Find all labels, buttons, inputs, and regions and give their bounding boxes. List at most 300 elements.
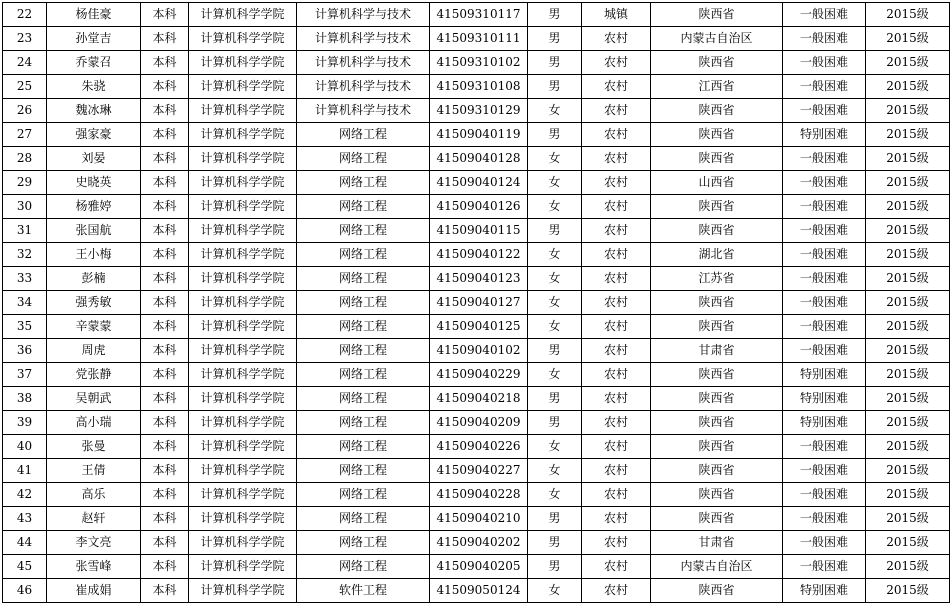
- row-number-cell: 37: [3, 363, 47, 387]
- row-number-cell: 27: [3, 123, 47, 147]
- degree-level-cell: 本科: [141, 267, 189, 291]
- grade-cell: 2015级: [866, 99, 950, 123]
- student-name-cell: 彭楠: [47, 267, 141, 291]
- grade-cell: 2015级: [866, 483, 950, 507]
- origin-type-cell: 农村: [582, 363, 651, 387]
- difficulty-level-cell: 特别困难: [783, 579, 866, 603]
- student-name-cell: 强秀敏: [47, 291, 141, 315]
- major-cell: 计算机科学与技术: [297, 51, 430, 75]
- row-number-cell: 31: [3, 219, 47, 243]
- student-id-cell: 41509040229: [430, 363, 528, 387]
- gender-cell: 女: [528, 291, 582, 315]
- grade-cell: 2015级: [866, 51, 950, 75]
- table-row: [3, 243, 950, 267]
- row-number-cell: 22: [3, 3, 47, 27]
- gender-cell: 女: [528, 99, 582, 123]
- gender-cell: 男: [528, 75, 582, 99]
- gender-cell: 女: [528, 267, 582, 291]
- student-id-cell: 41509040102: [430, 339, 528, 363]
- province-cell: 陕西省: [651, 123, 783, 147]
- major-cell: 网络工程: [297, 411, 430, 435]
- grade-cell: 2015级: [866, 147, 950, 171]
- gender-cell: 男: [528, 339, 582, 363]
- province-cell: 陕西省: [651, 579, 783, 603]
- major-cell: 网络工程: [297, 363, 430, 387]
- student-id-cell: 41509040122: [430, 243, 528, 267]
- grade-cell: 2015级: [866, 459, 950, 483]
- difficulty-level-cell: 一般困难: [783, 291, 866, 315]
- college-cell: 计算机科学学院: [189, 483, 297, 507]
- origin-type-cell: 农村: [582, 147, 651, 171]
- table-row: [3, 123, 950, 147]
- difficulty-level-cell: 一般困难: [783, 531, 866, 555]
- degree-level-cell: 本科: [141, 243, 189, 267]
- college-cell: 计算机科学学院: [189, 339, 297, 363]
- gender-cell: 男: [528, 3, 582, 27]
- origin-type-cell: 农村: [582, 99, 651, 123]
- student-name-cell: 高小瑞: [47, 411, 141, 435]
- difficulty-level-cell: 一般困难: [783, 219, 866, 243]
- major-cell: 网络工程: [297, 243, 430, 267]
- college-cell: 计算机科学学院: [189, 219, 297, 243]
- major-cell: 计算机科学与技术: [297, 3, 430, 27]
- province-cell: 甘肃省: [651, 531, 783, 555]
- row-number-cell: 42: [3, 483, 47, 507]
- gender-cell: 女: [528, 195, 582, 219]
- student-name-cell: 周虎: [47, 339, 141, 363]
- difficulty-level-cell: 一般困难: [783, 51, 866, 75]
- student-name-cell: 张曼: [47, 435, 141, 459]
- difficulty-level-cell: 特别困难: [783, 387, 866, 411]
- student-name-cell: 张国航: [47, 219, 141, 243]
- college-cell: 计算机科学学院: [189, 411, 297, 435]
- row-number-cell: 24: [3, 51, 47, 75]
- province-cell: 江西省: [651, 75, 783, 99]
- student-id-cell: 41509040126: [430, 195, 528, 219]
- college-cell: 计算机科学学院: [189, 531, 297, 555]
- origin-type-cell: 农村: [582, 75, 651, 99]
- gender-cell: 男: [528, 123, 582, 147]
- grade-cell: 2015级: [866, 75, 950, 99]
- gender-cell: 女: [528, 147, 582, 171]
- province-cell: 陕西省: [651, 363, 783, 387]
- province-cell: 陕西省: [651, 435, 783, 459]
- origin-type-cell: 农村: [582, 291, 651, 315]
- student-id-cell: 41509310129: [430, 99, 528, 123]
- table-row: [3, 315, 950, 339]
- major-cell: 网络工程: [297, 267, 430, 291]
- table-row: [3, 75, 950, 99]
- origin-type-cell: 农村: [582, 579, 651, 603]
- table-row: [3, 267, 950, 291]
- major-cell: 网络工程: [297, 147, 430, 171]
- grade-cell: 2015级: [866, 363, 950, 387]
- college-cell: 计算机科学学院: [189, 579, 297, 603]
- gender-cell: 女: [528, 171, 582, 195]
- difficulty-level-cell: 特别困难: [783, 123, 866, 147]
- college-cell: 计算机科学学院: [189, 99, 297, 123]
- degree-level-cell: 本科: [141, 123, 189, 147]
- student-name-cell: 高乐: [47, 483, 141, 507]
- college-cell: 计算机科学学院: [189, 387, 297, 411]
- row-number-cell: 44: [3, 531, 47, 555]
- student-name-cell: 李文亮: [47, 531, 141, 555]
- origin-type-cell: 农村: [582, 531, 651, 555]
- table-row: [3, 219, 950, 243]
- province-cell: 内蒙古自治区: [651, 555, 783, 579]
- student-id-cell: 41509040218: [430, 387, 528, 411]
- gender-cell: 女: [528, 315, 582, 339]
- row-number-cell: 41: [3, 459, 47, 483]
- difficulty-level-cell: 特别困难: [783, 363, 866, 387]
- major-cell: 网络工程: [297, 555, 430, 579]
- province-cell: 陕西省: [651, 51, 783, 75]
- row-number-cell: 26: [3, 99, 47, 123]
- degree-level-cell: 本科: [141, 147, 189, 171]
- college-cell: 计算机科学学院: [189, 195, 297, 219]
- row-number-cell: 38: [3, 387, 47, 411]
- difficulty-level-cell: 一般困难: [783, 75, 866, 99]
- student-name-cell: 崔成娟: [47, 579, 141, 603]
- grade-cell: 2015级: [866, 3, 950, 27]
- origin-type-cell: 农村: [582, 339, 651, 363]
- gender-cell: 男: [528, 27, 582, 51]
- gender-cell: 女: [528, 243, 582, 267]
- table-row: [3, 411, 950, 435]
- grade-cell: 2015级: [866, 315, 950, 339]
- gender-cell: 男: [528, 219, 582, 243]
- college-cell: 计算机科学学院: [189, 555, 297, 579]
- student-id-cell: 41509310111: [430, 27, 528, 51]
- student-id-cell: 41509040226: [430, 435, 528, 459]
- college-cell: 计算机科学学院: [189, 3, 297, 27]
- difficulty-level-cell: 一般困难: [783, 147, 866, 171]
- student-id-cell: 41509310102: [430, 51, 528, 75]
- college-cell: 计算机科学学院: [189, 291, 297, 315]
- college-cell: 计算机科学学院: [189, 171, 297, 195]
- student-name-cell: 孙堂吉: [47, 27, 141, 51]
- degree-level-cell: 本科: [141, 387, 189, 411]
- degree-level-cell: 本科: [141, 99, 189, 123]
- province-cell: 内蒙古自治区: [651, 27, 783, 51]
- student-name-cell: 吴朝武: [47, 387, 141, 411]
- college-cell: 计算机科学学院: [189, 51, 297, 75]
- gender-cell: 男: [528, 507, 582, 531]
- origin-type-cell: 农村: [582, 219, 651, 243]
- row-number-cell: 32: [3, 243, 47, 267]
- row-number-cell: 35: [3, 315, 47, 339]
- row-number-cell: 34: [3, 291, 47, 315]
- student-id-cell: 41509040202: [430, 531, 528, 555]
- grade-cell: 2015级: [866, 387, 950, 411]
- student-name-cell: 乔蒙召: [47, 51, 141, 75]
- degree-level-cell: 本科: [141, 531, 189, 555]
- difficulty-level-cell: 一般困难: [783, 267, 866, 291]
- college-cell: 计算机科学学院: [189, 27, 297, 51]
- gender-cell: 女: [528, 363, 582, 387]
- degree-level-cell: 本科: [141, 195, 189, 219]
- student-id-cell: 41509040205: [430, 555, 528, 579]
- table-row: [3, 435, 950, 459]
- origin-type-cell: 农村: [582, 171, 651, 195]
- origin-type-cell: 农村: [582, 123, 651, 147]
- origin-type-cell: 农村: [582, 483, 651, 507]
- row-number-cell: 30: [3, 195, 47, 219]
- row-number-cell: 46: [3, 579, 47, 603]
- origin-type-cell: 农村: [582, 267, 651, 291]
- degree-level-cell: 本科: [141, 435, 189, 459]
- student-table: [2, 2, 950, 603]
- college-cell: 计算机科学学院: [189, 147, 297, 171]
- degree-level-cell: 本科: [141, 315, 189, 339]
- major-cell: 网络工程: [297, 195, 430, 219]
- province-cell: 陕西省: [651, 483, 783, 507]
- degree-level-cell: 本科: [141, 339, 189, 363]
- difficulty-level-cell: 一般困难: [783, 195, 866, 219]
- difficulty-level-cell: 一般困难: [783, 315, 866, 339]
- province-cell: 陕西省: [651, 291, 783, 315]
- grade-cell: 2015级: [866, 219, 950, 243]
- province-cell: 陕西省: [651, 507, 783, 531]
- degree-level-cell: 本科: [141, 363, 189, 387]
- college-cell: 计算机科学学院: [189, 267, 297, 291]
- student-id-cell: 41509040115: [430, 219, 528, 243]
- student-id-cell: 41509040127: [430, 291, 528, 315]
- student-id-cell: 41509040209: [430, 411, 528, 435]
- province-cell: 陕西省: [651, 387, 783, 411]
- origin-type-cell: 农村: [582, 195, 651, 219]
- major-cell: 网络工程: [297, 459, 430, 483]
- grade-cell: 2015级: [866, 291, 950, 315]
- college-cell: 计算机科学学院: [189, 123, 297, 147]
- gender-cell: 男: [528, 531, 582, 555]
- table-row: [3, 483, 950, 507]
- table-row: [3, 579, 950, 603]
- student-id-cell: 41509040128: [430, 147, 528, 171]
- degree-level-cell: 本科: [141, 507, 189, 531]
- student-name-cell: 魏冰琳: [47, 99, 141, 123]
- degree-level-cell: 本科: [141, 555, 189, 579]
- row-number-cell: 23: [3, 27, 47, 51]
- degree-level-cell: 本科: [141, 171, 189, 195]
- difficulty-level-cell: 一般困难: [783, 459, 866, 483]
- province-cell: 甘肃省: [651, 339, 783, 363]
- student-name-cell: 赵轩: [47, 507, 141, 531]
- student-name-cell: 强家豪: [47, 123, 141, 147]
- row-number-cell: 25: [3, 75, 47, 99]
- student-name-cell: 杨雅婷: [47, 195, 141, 219]
- student-id-cell: 41509040125: [430, 315, 528, 339]
- degree-level-cell: 本科: [141, 483, 189, 507]
- student-id-cell: 41509040119: [430, 123, 528, 147]
- row-number-cell: 45: [3, 555, 47, 579]
- student-id-cell: 41509310117: [430, 3, 528, 27]
- difficulty-level-cell: 一般困难: [783, 243, 866, 267]
- grade-cell: 2015级: [866, 507, 950, 531]
- row-number-cell: 36: [3, 339, 47, 363]
- student-id-cell: 41509040123: [430, 267, 528, 291]
- difficulty-level-cell: 一般困难: [783, 171, 866, 195]
- gender-cell: 女: [528, 459, 582, 483]
- major-cell: 网络工程: [297, 387, 430, 411]
- grade-cell: 2015级: [866, 411, 950, 435]
- origin-type-cell: 农村: [582, 411, 651, 435]
- origin-type-cell: 农村: [582, 243, 651, 267]
- origin-type-cell: 农村: [582, 315, 651, 339]
- student-name-cell: 辛蒙蒙: [47, 315, 141, 339]
- grade-cell: 2015级: [866, 267, 950, 291]
- grade-cell: 2015级: [866, 123, 950, 147]
- degree-level-cell: 本科: [141, 291, 189, 315]
- table-row: [3, 99, 950, 123]
- student-id-cell: 41509040210: [430, 507, 528, 531]
- degree-level-cell: 本科: [141, 579, 189, 603]
- degree-level-cell: 本科: [141, 51, 189, 75]
- row-number-cell: 28: [3, 147, 47, 171]
- grade-cell: 2015级: [866, 579, 950, 603]
- student-id-cell: 41509040228: [430, 483, 528, 507]
- gender-cell: 女: [528, 483, 582, 507]
- province-cell: 湖北省: [651, 243, 783, 267]
- major-cell: 网络工程: [297, 531, 430, 555]
- grade-cell: 2015级: [866, 435, 950, 459]
- grade-cell: 2015级: [866, 243, 950, 267]
- origin-type-cell: 农村: [582, 51, 651, 75]
- difficulty-level-cell: 一般困难: [783, 27, 866, 51]
- grade-cell: 2015级: [866, 171, 950, 195]
- college-cell: 计算机科学学院: [189, 75, 297, 99]
- table-body: [3, 3, 950, 603]
- origin-type-cell: 农村: [582, 435, 651, 459]
- table-row: [3, 387, 950, 411]
- table-row: [3, 291, 950, 315]
- gender-cell: 女: [528, 579, 582, 603]
- province-cell: 陕西省: [651, 459, 783, 483]
- difficulty-level-cell: 一般困难: [783, 555, 866, 579]
- gender-cell: 男: [528, 387, 582, 411]
- province-cell: 陕西省: [651, 315, 783, 339]
- major-cell: 网络工程: [297, 483, 430, 507]
- table-row: [3, 147, 950, 171]
- table-row: [3, 51, 950, 75]
- degree-level-cell: 本科: [141, 411, 189, 435]
- province-cell: 江苏省: [651, 267, 783, 291]
- college-cell: 计算机科学学院: [189, 507, 297, 531]
- college-cell: 计算机科学学院: [189, 459, 297, 483]
- major-cell: 计算机科学与技术: [297, 99, 430, 123]
- college-cell: 计算机科学学院: [189, 315, 297, 339]
- difficulty-level-cell: 一般困难: [783, 435, 866, 459]
- major-cell: 网络工程: [297, 435, 430, 459]
- student-name-cell: 张雪峰: [47, 555, 141, 579]
- student-name-cell: 朱骁: [47, 75, 141, 99]
- student-id-cell: 41509050124: [430, 579, 528, 603]
- province-cell: 山西省: [651, 171, 783, 195]
- grade-cell: 2015级: [866, 555, 950, 579]
- gender-cell: 女: [528, 435, 582, 459]
- student-id-cell: 41509310108: [430, 75, 528, 99]
- difficulty-level-cell: 一般困难: [783, 507, 866, 531]
- college-cell: 计算机科学学院: [189, 363, 297, 387]
- gender-cell: 男: [528, 51, 582, 75]
- table-row: [3, 555, 950, 579]
- major-cell: 网络工程: [297, 291, 430, 315]
- province-cell: 陕西省: [651, 411, 783, 435]
- row-number-cell: 29: [3, 171, 47, 195]
- major-cell: 网络工程: [297, 339, 430, 363]
- major-cell: 网络工程: [297, 507, 430, 531]
- difficulty-level-cell: 一般困难: [783, 3, 866, 27]
- difficulty-level-cell: 一般困难: [783, 483, 866, 507]
- student-id-cell: 41509040124: [430, 171, 528, 195]
- province-cell: 陕西省: [651, 219, 783, 243]
- origin-type-cell: 农村: [582, 387, 651, 411]
- table-row: [3, 339, 950, 363]
- origin-type-cell: 城镇: [582, 3, 651, 27]
- major-cell: 网络工程: [297, 219, 430, 243]
- major-cell: 网络工程: [297, 315, 430, 339]
- difficulty-level-cell: 一般困难: [783, 99, 866, 123]
- origin-type-cell: 农村: [582, 459, 651, 483]
- college-cell: 计算机科学学院: [189, 435, 297, 459]
- row-number-cell: 39: [3, 411, 47, 435]
- student-name-cell: 党张静: [47, 363, 141, 387]
- grade-cell: 2015级: [866, 339, 950, 363]
- degree-level-cell: 本科: [141, 459, 189, 483]
- province-cell: 陕西省: [651, 195, 783, 219]
- table-row: [3, 171, 950, 195]
- gender-cell: 男: [528, 411, 582, 435]
- degree-level-cell: 本科: [141, 219, 189, 243]
- province-cell: 陕西省: [651, 3, 783, 27]
- student-name-cell: 王倩: [47, 459, 141, 483]
- difficulty-level-cell: 特别困难: [783, 411, 866, 435]
- major-cell: 网络工程: [297, 171, 430, 195]
- grade-cell: 2015级: [866, 195, 950, 219]
- difficulty-level-cell: 一般困难: [783, 339, 866, 363]
- student-name-cell: 史晓英: [47, 171, 141, 195]
- major-cell: 计算机科学与技术: [297, 75, 430, 99]
- table-row: [3, 195, 950, 219]
- row-number-cell: 40: [3, 435, 47, 459]
- table-row: [3, 27, 950, 51]
- origin-type-cell: 农村: [582, 27, 651, 51]
- major-cell: 软件工程: [297, 579, 430, 603]
- table-row: [3, 531, 950, 555]
- major-cell: 网络工程: [297, 123, 430, 147]
- degree-level-cell: 本科: [141, 27, 189, 51]
- origin-type-cell: 农村: [582, 507, 651, 531]
- student-name-cell: 杨佳豪: [47, 3, 141, 27]
- province-cell: 陕西省: [651, 99, 783, 123]
- grade-cell: 2015级: [866, 27, 950, 51]
- student-name-cell: 王小梅: [47, 243, 141, 267]
- gender-cell: 男: [528, 555, 582, 579]
- table-row: [3, 459, 950, 483]
- row-number-cell: 43: [3, 507, 47, 531]
- degree-level-cell: 本科: [141, 3, 189, 27]
- grade-cell: 2015级: [866, 531, 950, 555]
- college-cell: 计算机科学学院: [189, 243, 297, 267]
- student-id-cell: 41509040227: [430, 459, 528, 483]
- table-row: [3, 3, 950, 27]
- student-name-cell: 刘晏: [47, 147, 141, 171]
- province-cell: 陕西省: [651, 147, 783, 171]
- degree-level-cell: 本科: [141, 75, 189, 99]
- table-row: [3, 363, 950, 387]
- major-cell: 计算机科学与技术: [297, 27, 430, 51]
- row-number-cell: 33: [3, 267, 47, 291]
